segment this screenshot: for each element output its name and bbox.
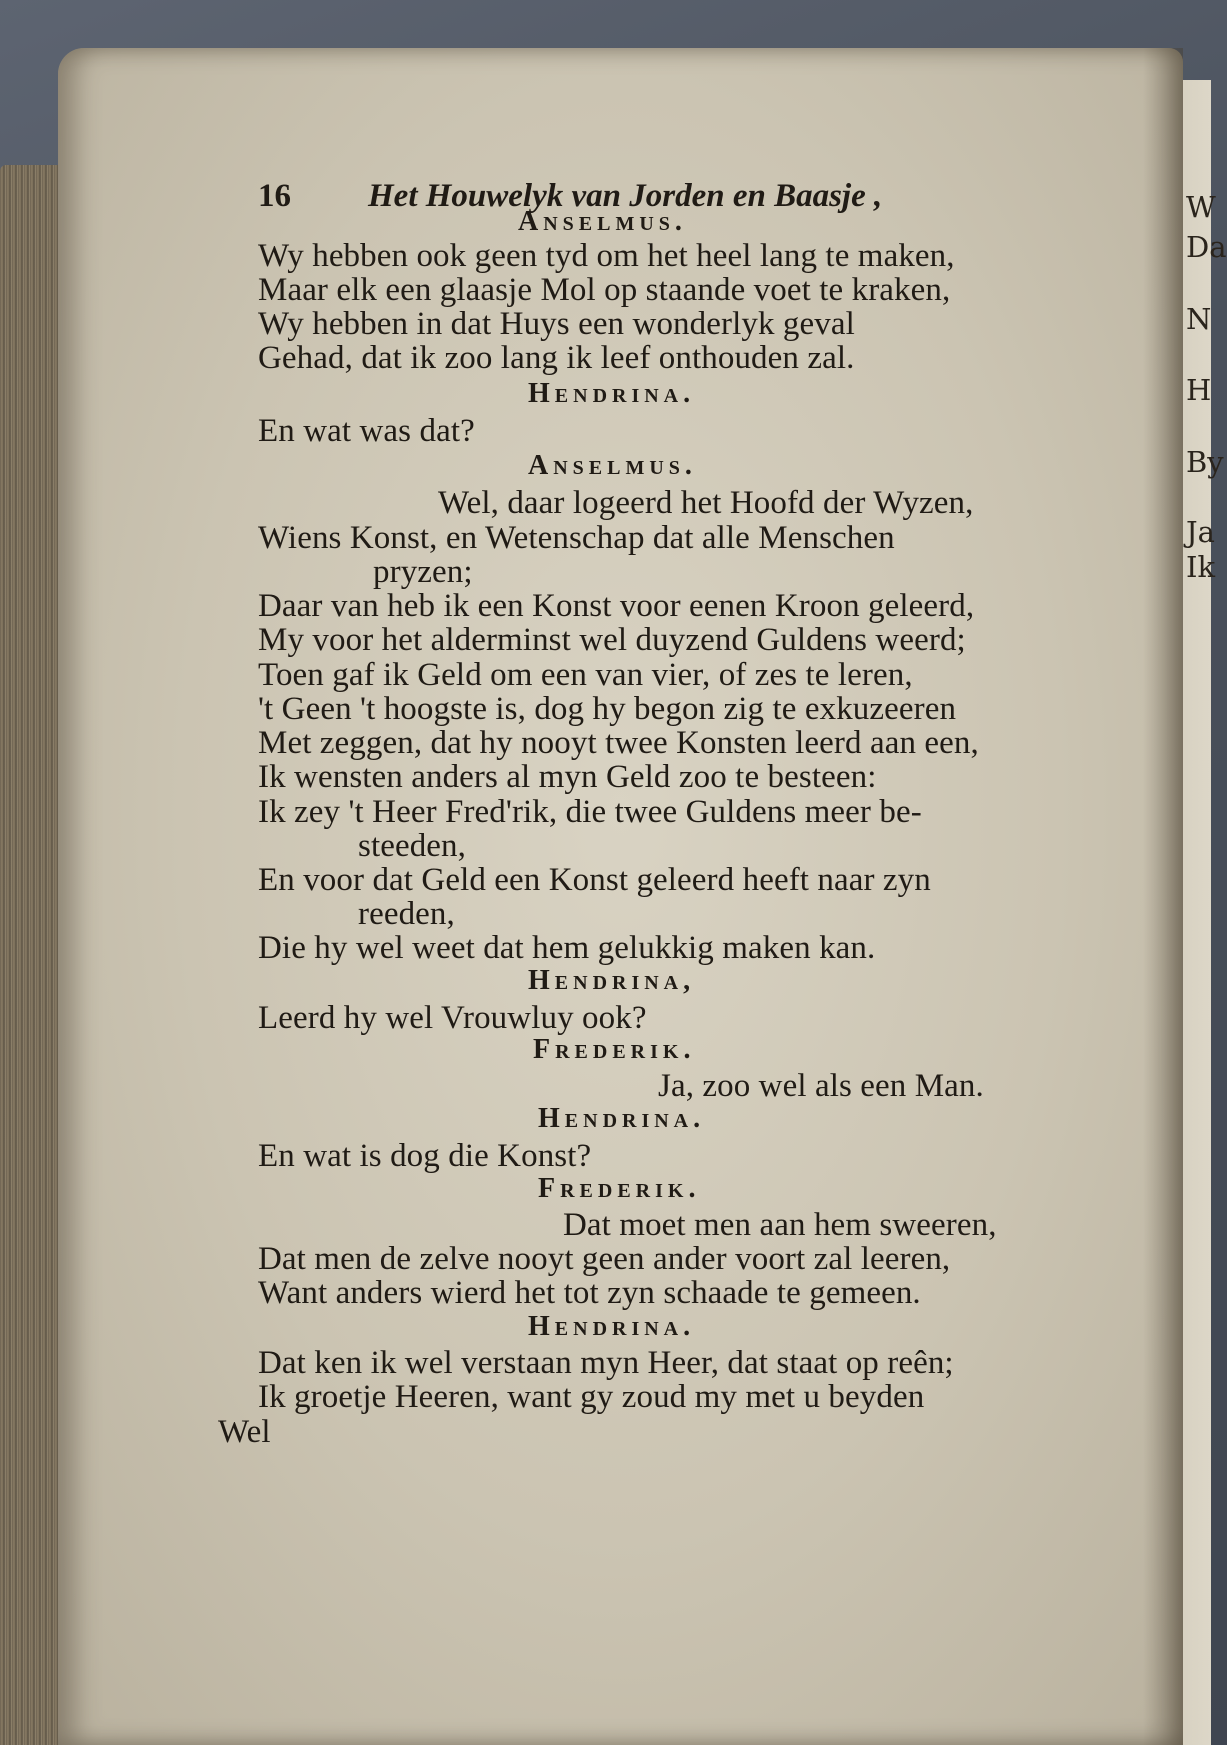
verse-line: 't Geen 't hoogste is, dog hy begon zig te exkuzeeren <box>258 691 957 727</box>
speaker-name: Frederik. <box>533 1034 696 1065</box>
speaker-name: Hendrina. <box>528 1311 696 1342</box>
verse-line: Wy hebben in dat Huys een wonderlyk geval <box>258 306 855 342</box>
verse-line: pryzen; <box>373 554 473 590</box>
verse-line: Wy hebben ook geen tyd om het heel lang te maken, <box>258 238 955 274</box>
verse-line: Die hy wel weet dat hem gelukkig maken kan. <box>258 930 876 966</box>
verse-line: Maar elk een glaasje Mol op staande voet te kraken, <box>258 272 951 308</box>
page-number: 16 <box>258 178 291 214</box>
facing-page-fragment: W <box>1186 190 1216 224</box>
verse-line: Met zeggen, dat hy nooyt twee Konsten leerd aan een, <box>258 725 979 761</box>
verse-line: reeden, <box>358 896 455 932</box>
verse-line: Ik wensten anders al myn Geld zoo te besteen: <box>258 759 877 795</box>
verse-line: En wat was dat? <box>258 413 475 449</box>
verse-line: Daar van heb ik een Konst voor eenen Kroon geleerd, <box>258 588 975 624</box>
verse-line: steeden, <box>358 828 467 864</box>
speaker-name: Hendrina. <box>538 1103 706 1134</box>
verse-line: Wiens Konst, en Wetenschap dat alle Menschen <box>258 520 895 556</box>
verse-line: Want anders wierd het tot zyn schaade te gemeen. <box>258 1275 921 1311</box>
verse-line: Ik zey 't Heer Fred'rik, die twee Guldens meer be- <box>258 794 922 830</box>
facing-page-fragment: Ik <box>1186 550 1216 584</box>
verse-line: Gehad, dat ik zoo lang ik leef onthouden zal. <box>258 340 855 376</box>
verse-line: En voor dat Geld een Konst geleerd heeft naar zyn <box>258 862 931 898</box>
running-title: Het Houwelyk van Jorden en Baasje , <box>368 178 883 214</box>
speaker-name: Frederik. <box>538 1173 701 1204</box>
facing-page-fragment: Da <box>1186 230 1227 264</box>
speaker-name: Hendrina, <box>528 965 696 996</box>
facing-page-fragment: Ja <box>1186 515 1215 549</box>
verse-line: Toen gaf ik Geld om een van vier, of zes te leren, <box>258 657 913 693</box>
speaker-name: Anselmus. <box>528 450 697 481</box>
verse-line: En wat is dog die Konst? <box>258 1138 592 1174</box>
verse-line: Wel, daar logeerd het Hoofd der Wyzen, <box>438 485 974 521</box>
catchword: Wel <box>218 1414 271 1450</box>
facing-page-fragment: H <box>1186 373 1212 407</box>
verse-line: My voor het alderminst wel duyzend Guldens weerd; <box>258 622 966 658</box>
verse-line: Ik groetje Heeren, want gy zoud my met u beyden <box>258 1379 925 1415</box>
verse-line: Dat ken ik wel verstaan myn Heer, dat staat op reên; <box>258 1345 954 1381</box>
verse-line: Dat men de zelve nooyt geen ander voort zal leeren, <box>258 1241 951 1277</box>
facing-page-fragment: N <box>1186 302 1212 336</box>
verse-line: Dat moet men aan hem sweeren, <box>563 1207 997 1243</box>
facing-page-fragment: By <box>1186 445 1224 479</box>
verse-line: Ja, zoo wel als een Man. <box>658 1068 984 1104</box>
page-gutter-shadow <box>1143 48 1183 1745</box>
verse-line: Leerd hy wel Vrouwluy ook? <box>258 1000 647 1036</box>
speaker-name: Anselmus. <box>518 206 687 237</box>
speaker-name: Hendrina. <box>528 378 696 409</box>
